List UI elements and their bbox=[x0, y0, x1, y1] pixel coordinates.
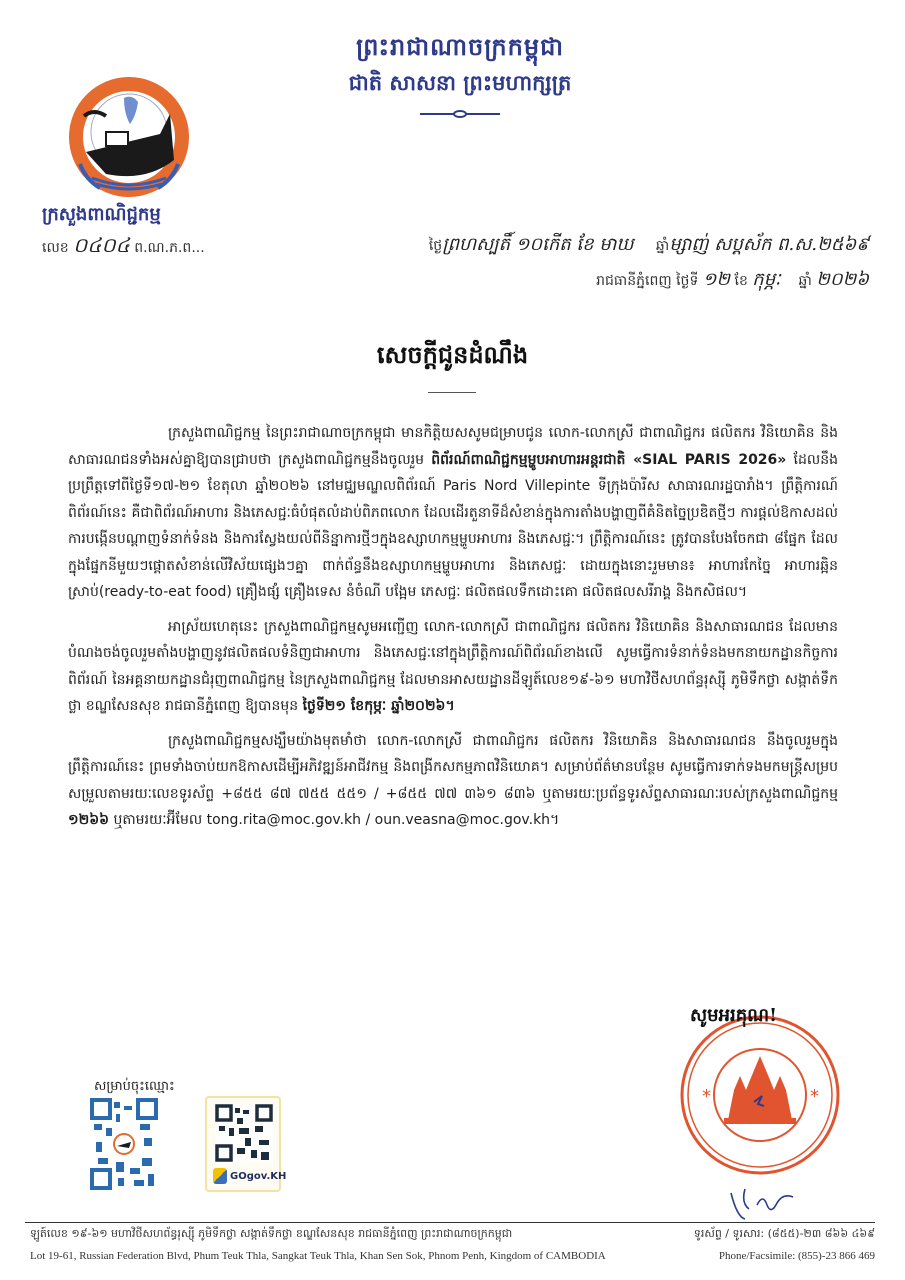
date-block bbox=[429, 228, 869, 298]
svg-text:*: * bbox=[702, 1086, 711, 1107]
ministry-logo-icon bbox=[66, 74, 192, 200]
ornament-divider bbox=[420, 110, 500, 118]
footer-khmer bbox=[30, 1227, 875, 1243]
registration-label: សម្រាប់ចុះឈ្មោះ bbox=[94, 1079, 175, 1094]
lunar-year: ម្សាញ់ សប្តស័ក ព.ស.២៥៦៩ bbox=[669, 234, 869, 255]
footer-english bbox=[30, 1250, 875, 1262]
gogov-qr-code-icon[interactable] bbox=[215, 1104, 273, 1162]
footer-phone-en: Phone/Facsimile: (855)-23 866 469 bbox=[718, 1250, 875, 1262]
paragraph-3: ក្រសួងពាណិជ្ជកម្មសង្ឃឹមយ៉ាងមុតមាំថា លោក-លោកស្រី ជាពាណិជ្ជករ ផលិតករ វិនិយោគិន និងសាធារណជន នឹងចូលរួមក្នុងព្រឹត្តិការណ៍នេះ ព្រមទាំងចាប់យកឱកាសដើម្បីអភិវឌ្ឍន៍អាជីវកម្ម និងពង្រីកសកម្មភាពវិនិយោគ។ សម្រាប់ព័ត៌មានបន្ថែម សូមធ្វើការទាក់ទងមកមន្ត្រីសម្របសម្រួលតាមរយៈលេខទូរស័ព្ទ +៨៥៥ ៨៧ ៧៥៥ ៥៥១ / +៨៥៥ ៧៧ ៣៦១ ៨៣៦ ឬតាមរយៈប្រព័ន្ធទូរស័ព្ទសាធារណៈរបស់ក្រសួងពាណិជ្ជកម្ម ១២៦៦ ឬតាមរយៈអ៊ីមែល tong.rita@moc.gov.kh / oun.veasna@moc.gov.kh។ bbox=[68, 732, 838, 828]
gogov-logo-icon bbox=[213, 1168, 227, 1184]
solar-date: រាជធានីភ្នំពេញ ថ្ងៃទី ១២ ខែ កុម្ភៈ ឆ្នាំ ២០២៦ bbox=[596, 269, 869, 290]
title-divider bbox=[428, 392, 476, 393]
document-body bbox=[68, 420, 838, 842]
letterhead bbox=[290, 28, 630, 118]
lunar-date: ថ្ងៃព្រហស្បតិ៍ ១០កើត ខែ មាឃ ឆ្នាំម្សាញ់ សប្តស័ក ព.ស.២៥៦៩ bbox=[428, 234, 869, 255]
reference-number bbox=[42, 232, 205, 262]
hotline-number: ១២៦៦ bbox=[68, 812, 110, 828]
lunar-day: ព្រហស្បតិ៍ ១០កើត ខែ មាឃ bbox=[442, 234, 634, 255]
svg-text:*: * bbox=[810, 1086, 819, 1107]
solar-month: កុម្ភៈ bbox=[752, 269, 781, 290]
paragraph-1: ក្រសួងពាណិជ្ជកម្ម នៃព្រះរាជាណាចក្រកម្ពុជា មានកិត្តិយសសូមជម្រាបជូន លោក-លោកស្រី ជាពាណិជ្ជករ ផលិតករ វិនិយោគិន និងសាធារណជនទាំងអស់គ្នាឱ្យបានជ្រាបថា ក្រសួងពាណិជ្ជកម្មនឹងចូលរួម ពិព័រណ៍ពាណិជ្ជកម្មម្ហូបអាហារអន្តរជាតិ «SIAL PARIS 2026» ដែលនឹងប្រព្រឹត្តទៅពីថ្ងៃទី១៧-២១ ខែតុលា ឆ្នាំ២០២៦ នៅមជ្ឈមណ្ឌលពិព័រណ៍ Paris Nord Villepinte ទីក្រុងប៉ារីស សាធារណរដ្ឋបារាំង។ ព្រឹត្តិការណ៍ពិព័រណ៍នេះ គឺជាពិព័រណ៍អាហារ និងភេសជ្ជៈធំបំផុតលំដាប់ពិភពលោក ដែលដើរតួនាទីដ៏សំខាន់ក្នុងការតាំងបង្ហាញពីគំនិតច្នៃប្រឌិតថ្មីៗ ការផ្តល់ឱកាសដល់ការបង្កើនបណ្តាញទំនាក់ទំនង និងការស្វែងយល់ពីនិន្នាការថ្មីៗក្នុងឧស្សាហកម្មម្ហូបអាហារ និងភេសជ្ជៈ។ ព្រឹត្តិការណ៍នេះ ត្រូវបានបែងចែកជា ៨ផ្នែក ដែលក្នុងផ្នែកនីមួយៗផ្តោតសំខាន់លើវិស័យផ្សេងៗគ្នា ពាក់ព័ន្ធនឹងឧស្សាហកម្មម្ហូបអាហារ និងភេសជ្ជៈ ដោយក្នុងនោះរួមមាន៖ អាហារកែច្នៃ អាហារឆ្អិនស្រាប់(ready-to-eat food) គ្រឿងផ្សំ គ្រឿងទេស នំចំណី បង្អែម ភេសជ្ជៈ ផលិតផលទឹកដោះគោ ផលិតផលសរីរាង្គ និងកសិផល។ bbox=[68, 425, 838, 600]
signature-icon bbox=[725, 1185, 805, 1225]
footer-phone-km: ទូរស័ព្ទ / ទូរសារ: (៨៥៥)-២៣ ៨៦៦ ៤៦៩ bbox=[693, 1227, 875, 1240]
footer-address-km: ឡូត៍លេខ ១៩-៦១ មហាវិថីសហព័ន្ធរុស្ស៊ី ភូមិទឹកថ្លា សង្កាត់ទឹកថ្លា ខណ្ឌសែនសុខ រាជធានីភ្នំពេញ ព្រះរាជាណាចក្រកម្ពុជា bbox=[30, 1227, 513, 1240]
document-title: សេចក្តីជូនដំណឹង bbox=[376, 340, 529, 369]
ministry-name: ក្រសួងពាណិជ្ជកម្ម bbox=[42, 204, 161, 225]
official-stamp-icon bbox=[650, 1010, 860, 1180]
registration-qr-code-icon[interactable] bbox=[90, 1098, 158, 1190]
reference-suffix: ព.ណ.ភ.ព... bbox=[134, 240, 205, 256]
paragraph-2: អាស្រ័យហេតុនេះ ក្រសួងពាណិជ្ជកម្មសូមអញ្ជើញ លោក-លោកស្រី ជាពាណិជ្ជករ ផលិតករ វិនិយោគិន និងសាធារណជន ដែលមានបំណងចង់ចូលរួមតាំងបង្ហាញនូវផលិតផលទំនិញជាអាហារ និងភេសជ្ជៈនៅក្នុងព្រឹត្តិការណ៍ពិព័រណ៍ខាងលើ សូមធ្វើការទំនាក់ទំនងមកនាយកដ្ឋានកិច្ចការពិព័រណ៍ នៃអគ្គនាយកដ្ឋានជំរុញពាណិជ្ជកម្ម នៃក្រសួងពាណិជ្ជកម្ម ដែលមានអាសយដ្ឋានដីឡូត៍លេខ១៩-៦១ មហាវិថីសហព័ន្ធរុស្ស៊ី ភូមិទឹកថ្លា សង្កាត់ទឹកថ្លា ខណ្ឌសែនសុខ រាជធានីភ្នំពេញ ឱ្យបានមុន ថ្ងៃទី២១ ខែកុម្ភៈ ឆ្នាំ២០២៦។ bbox=[68, 618, 838, 714]
reference-value: ០៤០៤ bbox=[73, 233, 130, 257]
reference-prefix: លេខ bbox=[42, 240, 69, 256]
deadline: ថ្ងៃទី២១ ខែកុម្ភៈ ឆ្នាំ២០២៦។ bbox=[302, 698, 455, 714]
thank-you-text: សូមអរគុណ! bbox=[690, 1005, 778, 1026]
national-motto: ជាតិ សាសនា ព្រះមហាក្សត្រ bbox=[348, 70, 572, 95]
gogov-qr-card[interactable] bbox=[205, 1096, 287, 1192]
kingdom-title: ព្រះរាជាណាចក្រកម្ពុជា bbox=[356, 32, 564, 61]
footer-address-en: Lot 19-61, Russian Federation Blvd, Phum Teuk Thla, Sangkat Teuk Thla, Khan Sen Sok, Phnom Penh, Kingdom of CAMBODIA bbox=[30, 1250, 606, 1262]
event-name: ពិព័រណ៍ពាណិជ្ជកម្មម្ហូបអាហារអន្តរជាតិ «SIAL PARIS 2026» bbox=[431, 451, 787, 468]
solar-day: ១២ bbox=[702, 269, 731, 290]
footer-divider bbox=[25, 1222, 875, 1223]
solar-year: ២០២៦ bbox=[816, 269, 869, 290]
gogov-badge: GOgov.KH bbox=[213, 1168, 286, 1184]
